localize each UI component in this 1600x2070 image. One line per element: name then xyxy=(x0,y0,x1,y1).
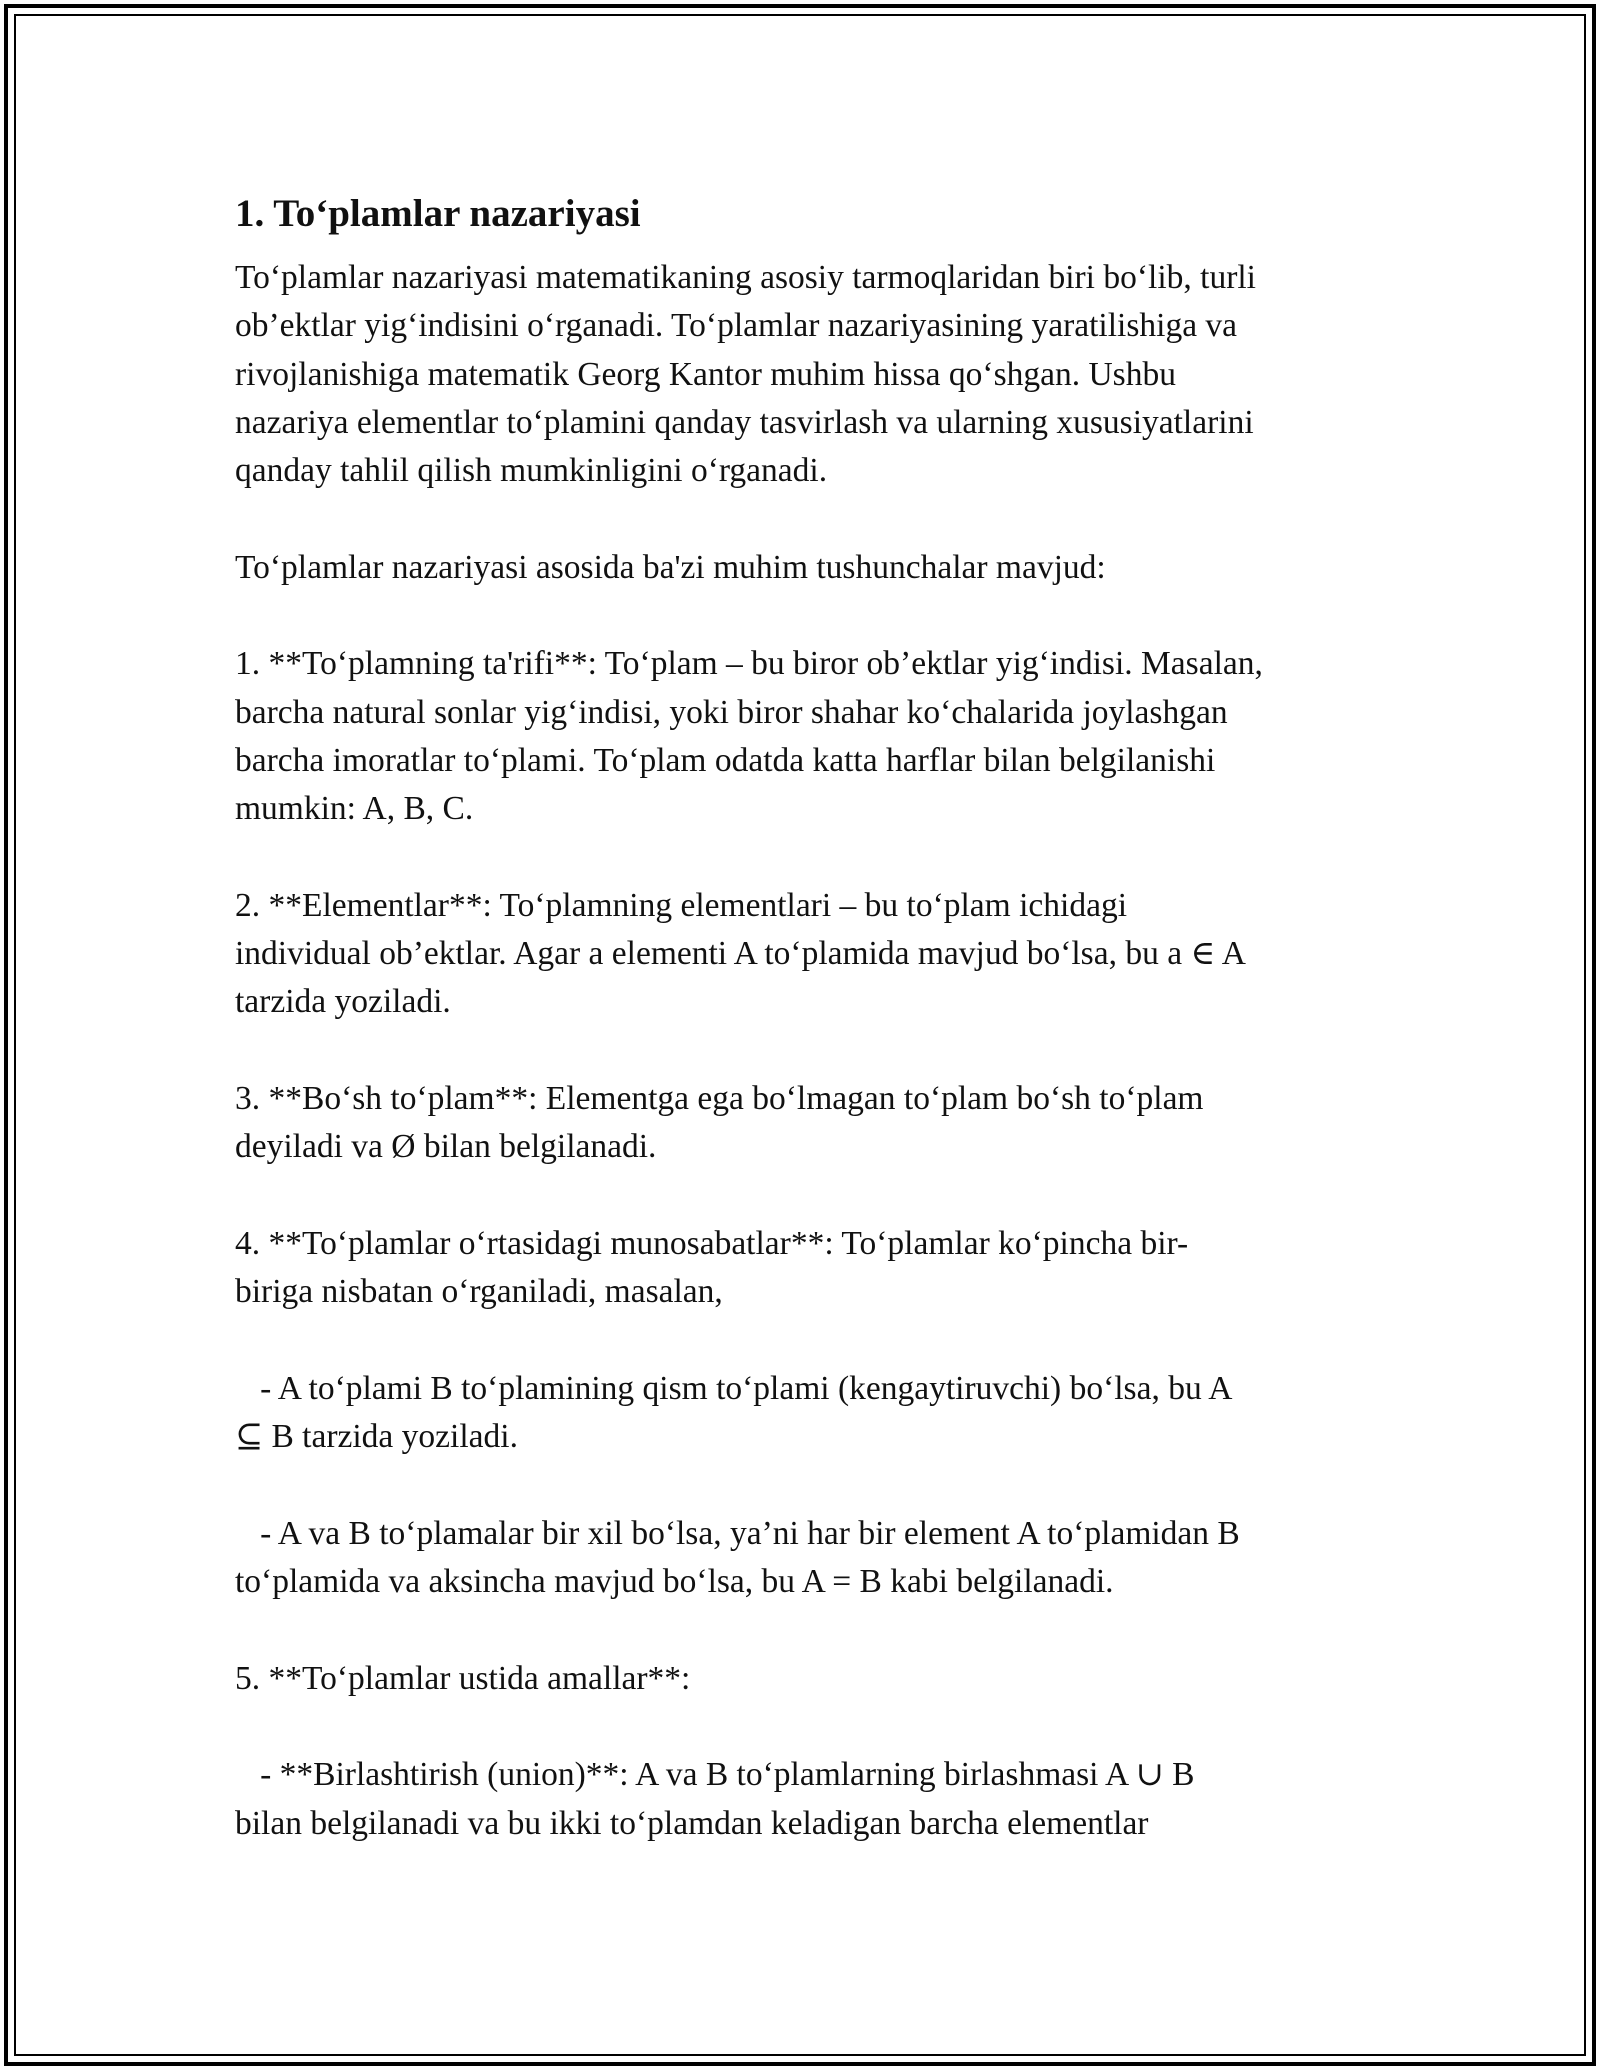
text-line: 5. **To‘plamlar ustida amallar**: xyxy=(235,1659,691,1697)
text-line: ob’ektlar yig‘indisini o‘rganadi. To‘plamlar nazariyasining yaratilishiga va xyxy=(235,307,1238,345)
paragraph-equality xyxy=(235,1510,1375,1607)
text-line: biriga nisbatan o‘rganiladi, masalan, xyxy=(235,1273,723,1311)
text-line: rivojlanishiga matematik Georg Kantor muhim hissa qo‘shgan. Ushbu xyxy=(235,355,1176,393)
paragraph-concepts-intro xyxy=(235,544,1375,592)
paragraph-union xyxy=(235,1751,1375,1848)
text-line: - **Birlashtirish (union)**: A va B to‘plamlarning birlashmasi A ∪ B xyxy=(235,1756,1195,1794)
text-line: 2. **Elementlar**: To‘plamning elementlari – bu to‘plam ichidagi xyxy=(235,886,1128,924)
text-line: - A va B to‘plamalar bir xil bo‘lsa, ya’ni har bir element A to‘plamidan B xyxy=(235,1514,1240,1552)
document-body xyxy=(235,186,1375,1896)
text-line: individual ob’ektlar. Agar a elementi A to‘plamida mavjud bo‘lsa, bu a ∈ A xyxy=(235,935,1246,973)
paragraph-elements xyxy=(235,882,1375,1027)
text-line: - A to‘plami B to‘plamining qism to‘plami (kengaytiruvchi) bo‘lsa, bu A xyxy=(235,1369,1233,1407)
text-line: tarzida yoziladi. xyxy=(235,983,451,1021)
paragraph-empty-set xyxy=(235,1075,1375,1172)
text-line: bilan belgilanadi va bu ikki to‘plamdan keladigan barcha elementlar xyxy=(235,1804,1149,1842)
text-line: to‘plamida va aksincha mavjud bo‘lsa, bu A = B kabi belgilanadi. xyxy=(235,1563,1114,1601)
paragraph-relations xyxy=(235,1220,1375,1317)
text-line: barcha imoratlar to‘plami. To‘plam odatda katta harflar bilan belgilanishi xyxy=(235,741,1216,779)
paragraph-definition xyxy=(235,640,1375,833)
text-line: 4. **To‘plamlar o‘rtasidagi munosabatlar**: To‘plamlar ko‘pincha bir- xyxy=(235,1224,1189,1262)
text-line: To‘plamlar nazariyasi asosida ba'zi muhim tushunchalar mavjud: xyxy=(235,548,1106,586)
text-line: ⊆ B tarzida yoziladi. xyxy=(235,1418,518,1456)
text-line: To‘plamlar nazariyasi matematikaning asosiy tarmoqlaridan biri bo‘lib, turli xyxy=(235,259,1256,296)
text-line: deyiladi va Ø bilan belgilanadi. xyxy=(235,1128,657,1166)
text-line: 3. **Bo‘sh to‘plam**: Elementga ega bo‘lmagan to‘plam bo‘sh to‘plam xyxy=(235,1080,1204,1118)
paragraph-intro xyxy=(235,254,1375,495)
text-line: barcha natural sonlar yig‘indisi, yoki biror shahar ko‘chalarida joylashgan xyxy=(235,693,1228,731)
paragraph-subset xyxy=(235,1365,1375,1462)
text-line: 1. **To‘plamning ta'rifi**: To‘plam – bu biror ob’ektlar yig‘indisi. Masalan, xyxy=(235,645,1263,683)
paragraph-operations xyxy=(235,1655,1375,1703)
document-title: 1. To‘plamlar nazariyasi xyxy=(235,192,641,235)
text-line: nazariya elementlar to‘plamini qanday tasvirlash va ularning xususiyatlarini xyxy=(235,403,1254,441)
text-line: qanday tahlil qilish mumkinligini o‘rganadi. xyxy=(235,452,828,490)
text-line: mumkin: A, B, C. xyxy=(235,790,474,828)
